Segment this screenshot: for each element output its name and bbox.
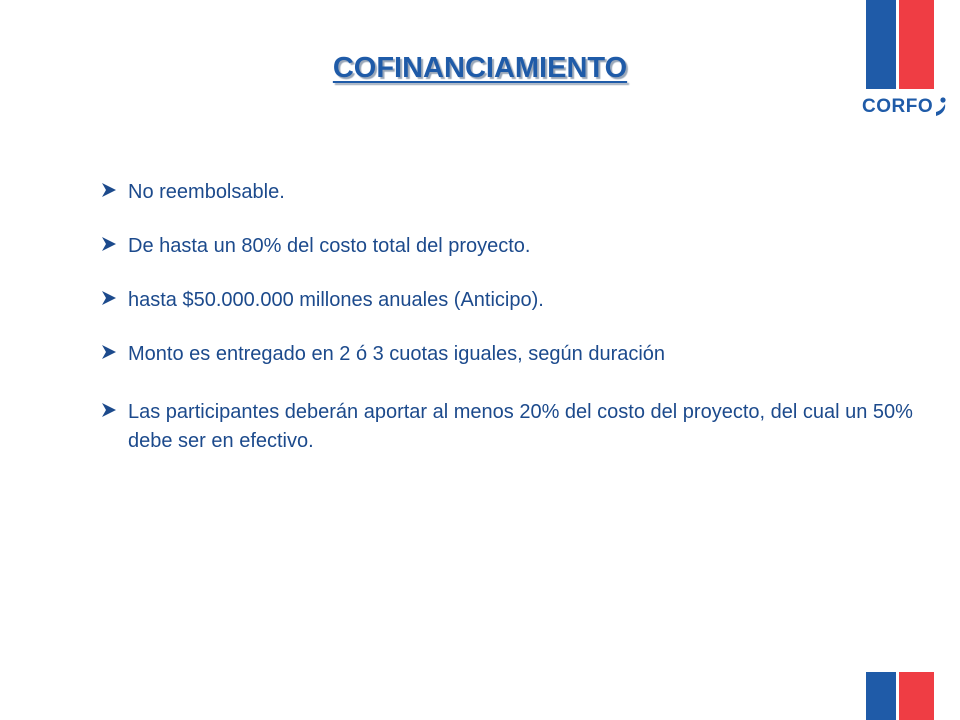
bullet-text: No reembolsable. — [128, 181, 285, 203]
bullet-item — [100, 286, 920, 315]
bullet-item — [100, 178, 920, 207]
arrow-bullet-icon — [100, 232, 128, 261]
slide-title: COFINANCIAMIENTO — [332, 52, 628, 84]
bullet-item — [100, 398, 920, 456]
flag-red-stripe — [899, 672, 934, 720]
corfo-logo — [862, 94, 948, 120]
bullet-text: hasta $50.000.000 millones anuales (Anticipo). — [128, 289, 544, 311]
corfo-person-icon — [934, 96, 948, 118]
flag-stripes-bottom — [866, 672, 934, 720]
arrow-bullet-icon — [100, 398, 128, 456]
logo-text: CORFO — [862, 96, 934, 117]
flag-blue-stripe — [866, 672, 896, 720]
bullet-item — [100, 340, 920, 369]
bullet-text: Las participantes deberán aportar al menos 20% del costo del proyecto, del cual un 50% debe ser en efectivo. — [128, 401, 913, 452]
bullet-item — [100, 232, 920, 261]
bullet-text: De hasta un 80% del costo total del proyecto. — [128, 235, 531, 257]
arrow-bullet-icon — [100, 286, 128, 315]
bullet-text: Monto es entregado en 2 ó 3 cuotas iguales, según duración — [128, 343, 666, 365]
arrow-bullet-icon — [100, 340, 128, 369]
arrow-bullet-icon — [100, 178, 128, 207]
